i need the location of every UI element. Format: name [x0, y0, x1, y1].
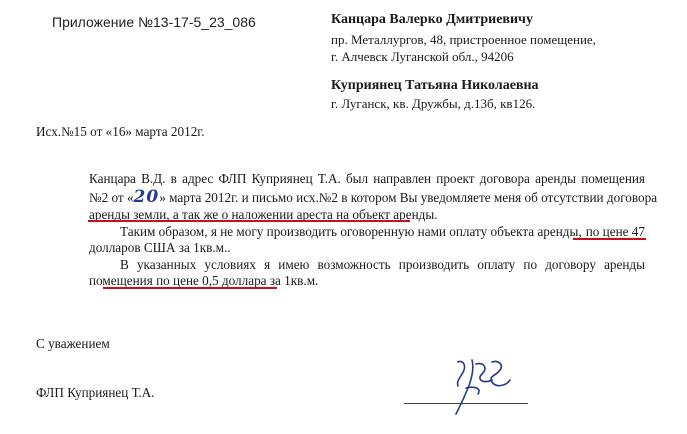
- outgoing-reference: Исх.№15 от «16» марта 2012г.: [36, 124, 205, 139]
- appendix-label: Приложение №13-17-5_23_086: [52, 14, 256, 30]
- recipient-name: Канцара Валерко Дмитриевичу: [331, 12, 533, 27]
- underline-price-0-5: [103, 287, 277, 289]
- paragraph3-line1: В указанных условиях я имею возможность производить оплату по договору аренды: [120, 257, 645, 272]
- closing: С уважением: [36, 336, 110, 351]
- recipient-address-line2: г. Алчевск Луганской обл., 94206: [331, 49, 514, 64]
- paragraph1-line3: аренды земли, а так же о наложении ареста на объект аренды.: [89, 207, 438, 222]
- paragraph1-line2-prefix: №2 от «: [89, 190, 134, 205]
- paragraph2-line1-main: Таким образом, я не могу производить оговоренную нами оплату объекта аренды,: [120, 224, 582, 239]
- paragraph2-line1-tail: по цене 47: [585, 224, 645, 239]
- sender-address-line1: г. Луганск, кв. Дружбы, д.13б, кв126.: [331, 96, 536, 111]
- underline-price-47: [573, 238, 646, 240]
- paragraph1-line2: [89, 187, 658, 207]
- recipient-address-line1: пр. Металлургов, 48, пристроенное помещение,: [331, 32, 596, 47]
- signature-icon: [448, 356, 518, 418]
- handwritten-date: 20: [133, 187, 160, 207]
- paragraph2-line2: долларов США за 1кв.м..: [89, 240, 231, 255]
- sender-name: Куприянец Татьяна Николаевна: [331, 78, 539, 93]
- paragraph2-line1: [120, 224, 645, 240]
- paragraph1-line2-suffix: » марта 2012г. и письмо исх.№2 в котором Вы уведомляете меня об отсутствии договора: [159, 190, 658, 205]
- signatory: ФЛП Куприянец Т.А.: [36, 385, 155, 400]
- paragraph3-line2: помещения по цене 0,5 доллара за 1кв.м.: [89, 273, 319, 288]
- underline-land-lease: [88, 220, 410, 222]
- paragraph1-line1: Канцара В.Д. в адрес ФЛП Куприянец Т.А. был направлен проект договора аренды помещения: [89, 171, 645, 186]
